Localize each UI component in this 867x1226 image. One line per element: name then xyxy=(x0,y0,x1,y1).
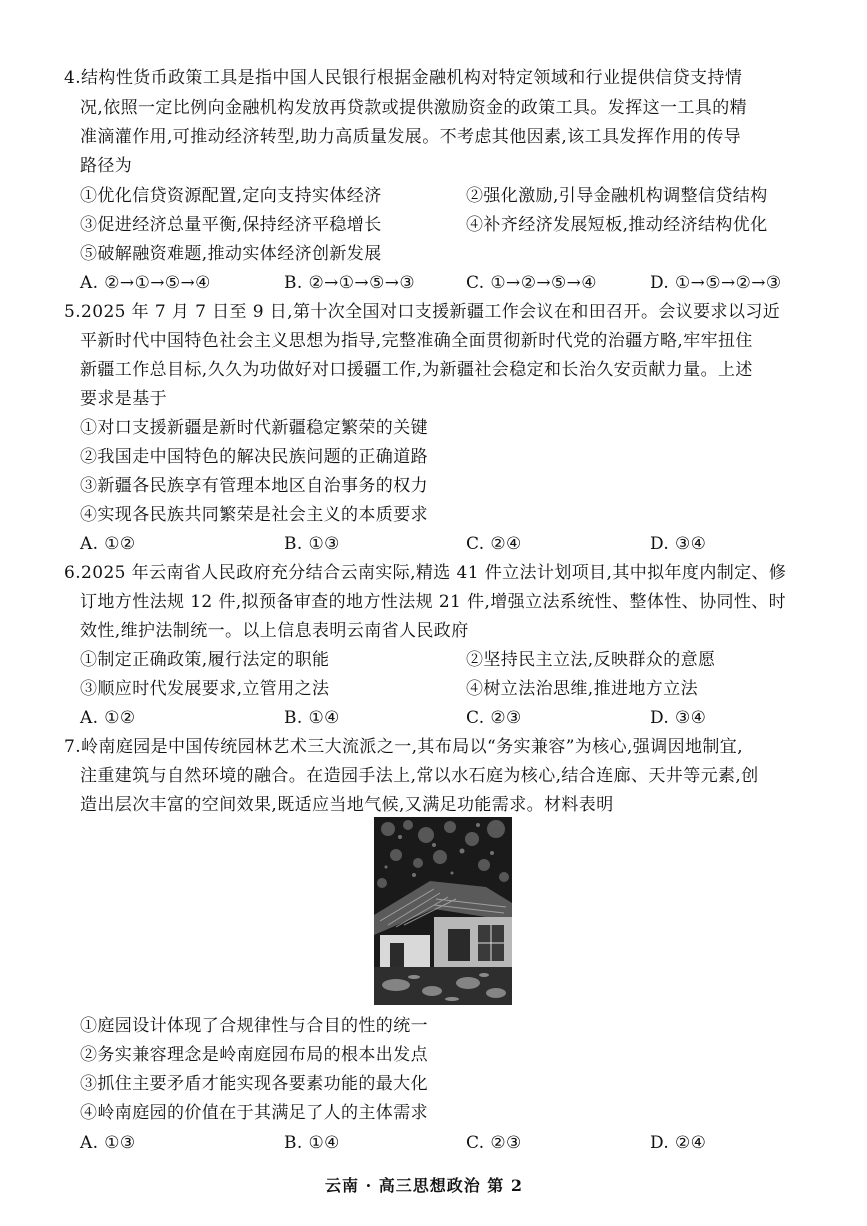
q7-statement: ③抓住主要矛盾才能实现各要素功能的最大化 xyxy=(80,1074,428,1094)
q4-stem-line: 况,依照一定比例向金融机构发放再贷款或提供激励资金的政策工具。发挥这一工具的精 xyxy=(80,98,748,118)
q7-stem-line: 注重建筑与自然环境的融合。在造园手法上,常以水石庭为核心,结合连廊、天井等元素,创 xyxy=(80,766,759,786)
q7-option-a[interactable]: A. ①③ xyxy=(80,1133,136,1153)
q6-statement: ②坚持民主立法,反映群众的意愿 xyxy=(466,650,716,670)
q5-statement: ①对口支援新疆是新时代新疆稳定繁荣的关键 xyxy=(80,418,428,438)
q6-option-c[interactable]: C. ②③ xyxy=(466,708,522,728)
q6-option-d[interactable]: D. ③④ xyxy=(650,708,707,728)
q4-statement: ③促进经济总量平衡,保持经济平稳增长 xyxy=(80,215,382,235)
q5-stem-line: 5.2025 年 7 月 7 日至 9 日,第十次全国对口支援新疆工作会议在和田召开。会议要求以习近 xyxy=(64,302,781,322)
q7-option-d[interactable]: D. ②④ xyxy=(650,1133,707,1153)
q5-stem-line: 新疆工作总目标,久久为功做好对口援疆工作,为新疆社会稳定和长治久安贡献力量。上述 xyxy=(80,360,753,380)
lingnan-garden-photo xyxy=(374,817,512,1005)
q6-stem-line: 效性,维护法制统一。以上信息表明云南省人民政府 xyxy=(80,621,469,641)
q4-option-d[interactable]: D. ①→⑤→②→③ xyxy=(650,273,782,293)
q6-stem-line: 6.2025 年云南省人民政府充分结合云南实际,精选 41 件立法计划项目,其中拟年度内制定、修 xyxy=(64,563,787,583)
q6-stem-line: 订地方性法规 12 件,拟预备审查的地方性法规 21 件,增强立法系统性、整体性、协同性、时 xyxy=(80,592,787,612)
q7-statement: ④岭南庭园的价值在于其满足了人的主体需求 xyxy=(80,1103,428,1123)
q7-option-b[interactable]: B. ①④ xyxy=(284,1133,340,1153)
page-footer: 云南 · 高三思想政治 第 2 xyxy=(325,1176,523,1195)
q4-stem-line: 路径为 xyxy=(80,156,133,176)
q4-stem-line: 准滴灌作用,可推动经济转型,助力高质量发展。不考虑其他因素,该工具发挥作用的传导 xyxy=(80,127,742,147)
q5-statement: ②我国走中国特色的解决民族问题的正确道路 xyxy=(80,447,428,467)
q5-statement: ④实现各民族共同繁荣是社会主义的本质要求 xyxy=(80,505,428,525)
q5-stem-line: 要求是基于 xyxy=(80,389,167,409)
q7-option-c[interactable]: C. ②③ xyxy=(466,1133,522,1153)
q5-option-b[interactable]: B. ①③ xyxy=(284,534,340,554)
q5-option-c[interactable]: C. ②④ xyxy=(466,534,522,554)
q4-statement: ②强化激励,引导金融机构调整信贷结构 xyxy=(466,186,768,206)
q5-statement: ③新疆各民族享有管理本地区自治事务的权力 xyxy=(80,476,428,496)
q6-option-a[interactable]: A. ①② xyxy=(80,708,136,728)
q4-statement: ①优化信贷资源配置,定向支持实体经济 xyxy=(80,186,382,206)
q4-option-a[interactable]: A. ②→①→⑤→④ xyxy=(80,273,211,293)
q5-option-d[interactable]: D. ③④ xyxy=(650,534,707,554)
q7-stem-line: 7.岭南庭园是中国传统园林艺术三大流派之一,其布局以“务实兼容”为核心,强调因地制宜, xyxy=(64,737,744,757)
q7-statement: ①庭园设计体现了合规律性与合目的性的统一 xyxy=(80,1016,428,1036)
q6-statement: ③顺应时代发展要求,立管用之法 xyxy=(80,679,330,699)
q6-statement: ①制定正确政策,履行法定的职能 xyxy=(80,650,330,670)
q4-statement: ④补齐经济发展短板,推动经济结构优化 xyxy=(466,215,768,235)
q4-statement: ⑤破解融资难题,推动实体经济创新发展 xyxy=(80,244,382,264)
q4-stem-line: 4.结构性货币政策工具是指中国人民银行根据金融机构对特定领域和行业提供信贷支持情 xyxy=(64,68,743,88)
q4-option-c[interactable]: C. ①→②→⑤→④ xyxy=(466,273,597,293)
q5-stem-line: 平新时代中国特色社会主义思想为指导,完整准确全面贯彻新时代党的治疆方略,牢牢扭住 xyxy=(80,331,753,351)
q5-option-a[interactable]: A. ①② xyxy=(80,534,136,554)
q7-stem-line: 造出层次丰富的空间效果,既适应当地气候,又满足功能需求。材料表明 xyxy=(80,795,614,815)
q6-option-b[interactable]: B. ①④ xyxy=(284,708,340,728)
q4-option-b[interactable]: B. ②→①→⑤→③ xyxy=(284,273,415,293)
q6-statement: ④树立法治思维,推进地方立法 xyxy=(466,679,699,699)
q7-statement: ②务实兼容理念是岭南庭园布局的根本出发点 xyxy=(80,1045,428,1065)
